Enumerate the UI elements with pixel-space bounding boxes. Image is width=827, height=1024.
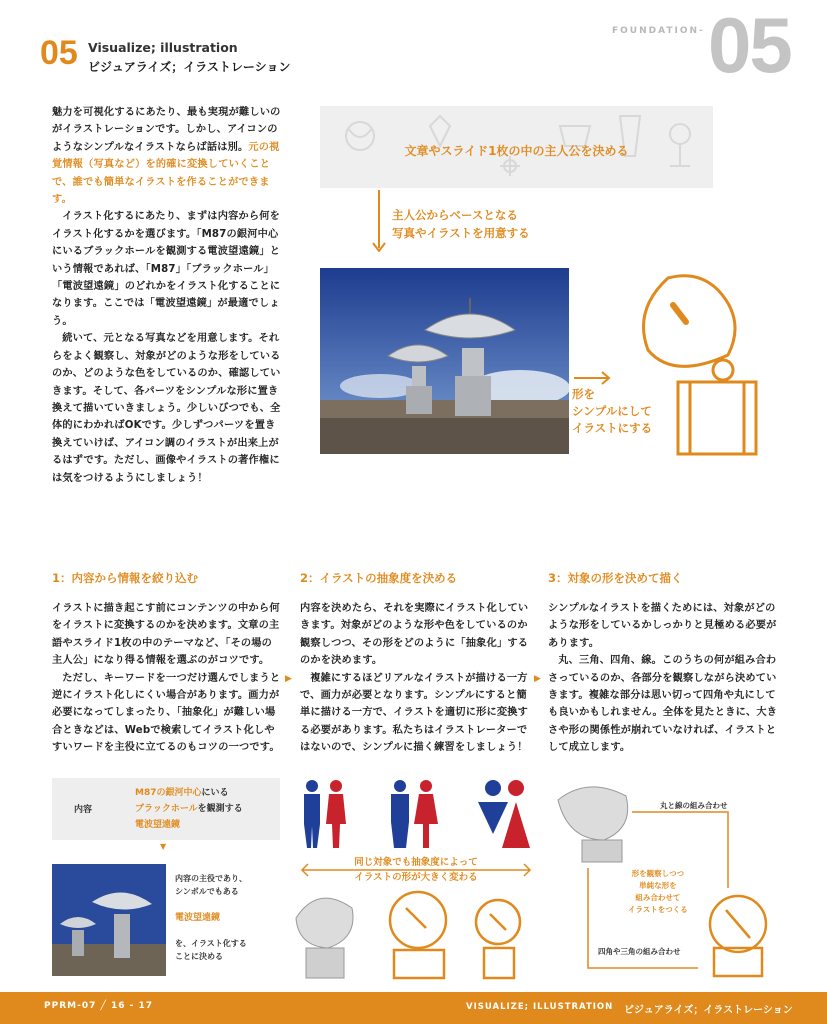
step3-text (548, 600, 778, 757)
step-arrow-icon: ▶ (285, 674, 292, 684)
decision-note-line2: ことに決める (175, 952, 223, 961)
base-line1: 主人公からベースとなる (392, 208, 518, 222)
simplify-line1: 形を (572, 387, 595, 401)
intro-p3: 続いて、元となる写真などを用意します。それらをよく観察し、対象がどのような形をしているのか、どのような色をしているのか、確認していきます。そして、各パーツをシンプルな形に置き換えて描いていきましょう。少しいびつでも、全体的にわかればOKです。少しずつパーツを置き換えていけば、アイコン調のイラストが出来上がるはずです。ただし、画像やイラストの著作権には気をつけるようにしましょう！ (52, 333, 281, 484)
step-arrow-icon: ▶ (534, 674, 541, 684)
down-arrow-icon (372, 242, 386, 252)
content-blackhole: ブラックホール (135, 804, 198, 814)
content-telescope: 電波望遠鏡 (135, 820, 181, 830)
telescope-illustration-icon (628, 270, 758, 460)
section-number: 05 (40, 34, 78, 72)
dish-abstraction-icons (288, 888, 528, 982)
diagram-top-label: 丸と線の組み合わせ (660, 801, 728, 810)
step1-title: 1：内容から情報を絞り込む (52, 571, 199, 585)
down-triangle-icon: ▼ (160, 842, 167, 851)
abstraction-line1: 同じ対象でも抽象度によって (354, 857, 478, 868)
step1-text (52, 600, 282, 757)
intro-p1: 魅力を可視化するにあたり、最も実現が難しいのがイラストレーションです。しかし、アイコンのようなシンプルなイラストならば話は別。 (52, 107, 281, 153)
base-line2: 写真やイラストを用意する (392, 226, 530, 240)
step3-p2: 丸、三角、四角、線。このうちの何が組み合わさっているのか、各部分を観察しながら決めていきます。複雑な部分は思い切って四角や丸にしても良いかもしれません。全体を見たときに、大きさや形の関係性が崩れていなければ、イラストとして成立します。 (548, 655, 778, 754)
subject-note-line2: シンボルでもある (175, 887, 239, 896)
decision-note-line1: を、イラスト化する (175, 939, 247, 948)
step1-p2: ただし、キーワードを一つだけ選んでしまうと逆にイラスト化しにくい場合があります。画力が必要になってしまったり、「抽象化」が難しい場合ときなどは、Webで検索してイラスト化しやすいワードを主役に立てるのもコツの一つです。 (52, 672, 281, 754)
foundation-label: FOUNDATION- (612, 26, 705, 36)
step2-p1: 内容を決めたら、それを実際にイラスト化していきます。対象がどのような形や色をしているのか観察しつつ、その形をどのように「抽象化」するのかを決めます。 (300, 603, 529, 667)
content-label: 内容 (74, 805, 93, 815)
content-niiru: にいる (201, 788, 229, 798)
step2-text (300, 600, 530, 757)
chapter-number: 05 (708, 1, 791, 89)
decision-note (175, 937, 247, 963)
intro-p2: イラスト化するにあたり、まずは内容から何をイラスト化するかを選びます。「M87の銀河中心にいるブラックホールを観測する電波望遠鏡」という情報であれば、「M87」「ブラックホール」「電波望遠鏡」のどれかをイラスト化することになります。ここでは「電波望遠鏡」が最適でしょう。 (52, 211, 281, 327)
content-m87: M87の (135, 788, 166, 798)
down-arrow-line (378, 190, 380, 248)
diagram-mid-line3: 組み合わせて (635, 893, 681, 902)
base-step-text (392, 206, 530, 242)
subject-note-line1: 内容の主役であり、 (175, 874, 247, 883)
diagram-mid-line4: イラストをつくる (628, 905, 688, 914)
intro-text (52, 104, 282, 487)
abstraction-text (300, 855, 532, 885)
content-text (135, 785, 243, 833)
subject-label: 電波望遠鏡 (175, 913, 221, 923)
step3-p1: シンプルなイラストを描くためには、対象がどのような形をしているかしっかりと見極める必要があります。 (548, 603, 777, 649)
footer-title-jp: ビジュアライズ；イラストレーション (624, 1005, 793, 1016)
diagram-mid-line2: 単純な形を (639, 881, 677, 890)
content-observe: を観測する (197, 804, 243, 814)
diagram-mid-line1: 形を観察しつつ (631, 869, 685, 878)
section-title-jp: ビジュアライズ；イラストレーション (88, 60, 291, 74)
diagram-mid-label (628, 868, 688, 916)
focus-text: 文章やスライド1枚の中の主人公を決める (404, 144, 629, 158)
diagram-bottom-label: 四角や三角の組み合わせ (598, 947, 681, 956)
step2-p2: 複雑にするほどリアルなイラストが描ける一方で、画力が必要となります。シンプルにすると簡単に描ける一方で、イラストを適切に形に変換する必要があります。私たちはイラストレーターではないので、シンプルに描く練習をしましょう！ (300, 672, 529, 754)
people-icons (298, 778, 530, 850)
abstraction-line2: イラストの形が大きく変わる (354, 872, 478, 883)
telescope-photo-small (52, 864, 166, 976)
step3-title: 3：対象の形を決めて描く (548, 571, 683, 585)
intro-highlight: 元の視覚情報（写真など）を的確に変換していくことで、誰でも簡単なイラストを作ることができます。 (52, 141, 280, 206)
footer-title-en: VISUALIZE; ILLUSTRATION (466, 1002, 614, 1012)
simplify-line3: イラストにする (572, 421, 653, 435)
step2-title: 2：イラストの抽象度を決める (300, 571, 458, 585)
content-galaxy: 銀河中心 (165, 788, 202, 798)
right-arrow-icon (572, 370, 612, 386)
page-number: PPRM-07 ╱ 16 - 17 (44, 1001, 154, 1011)
radio-telescope-photo (320, 268, 569, 454)
simplify-line2: シンプルにして (572, 404, 652, 418)
subject-note (175, 872, 247, 898)
section-title-en: Visualize; illustration (88, 40, 238, 55)
step1-p1: イラストに描き起こす前にコンテンツの中から何をイラストに変換するのかを決めます。文章の主語やスライド1枚の中のテーマなど、「その場の主人公」になり得る情報を選ぶのがコツです。 (52, 603, 280, 667)
